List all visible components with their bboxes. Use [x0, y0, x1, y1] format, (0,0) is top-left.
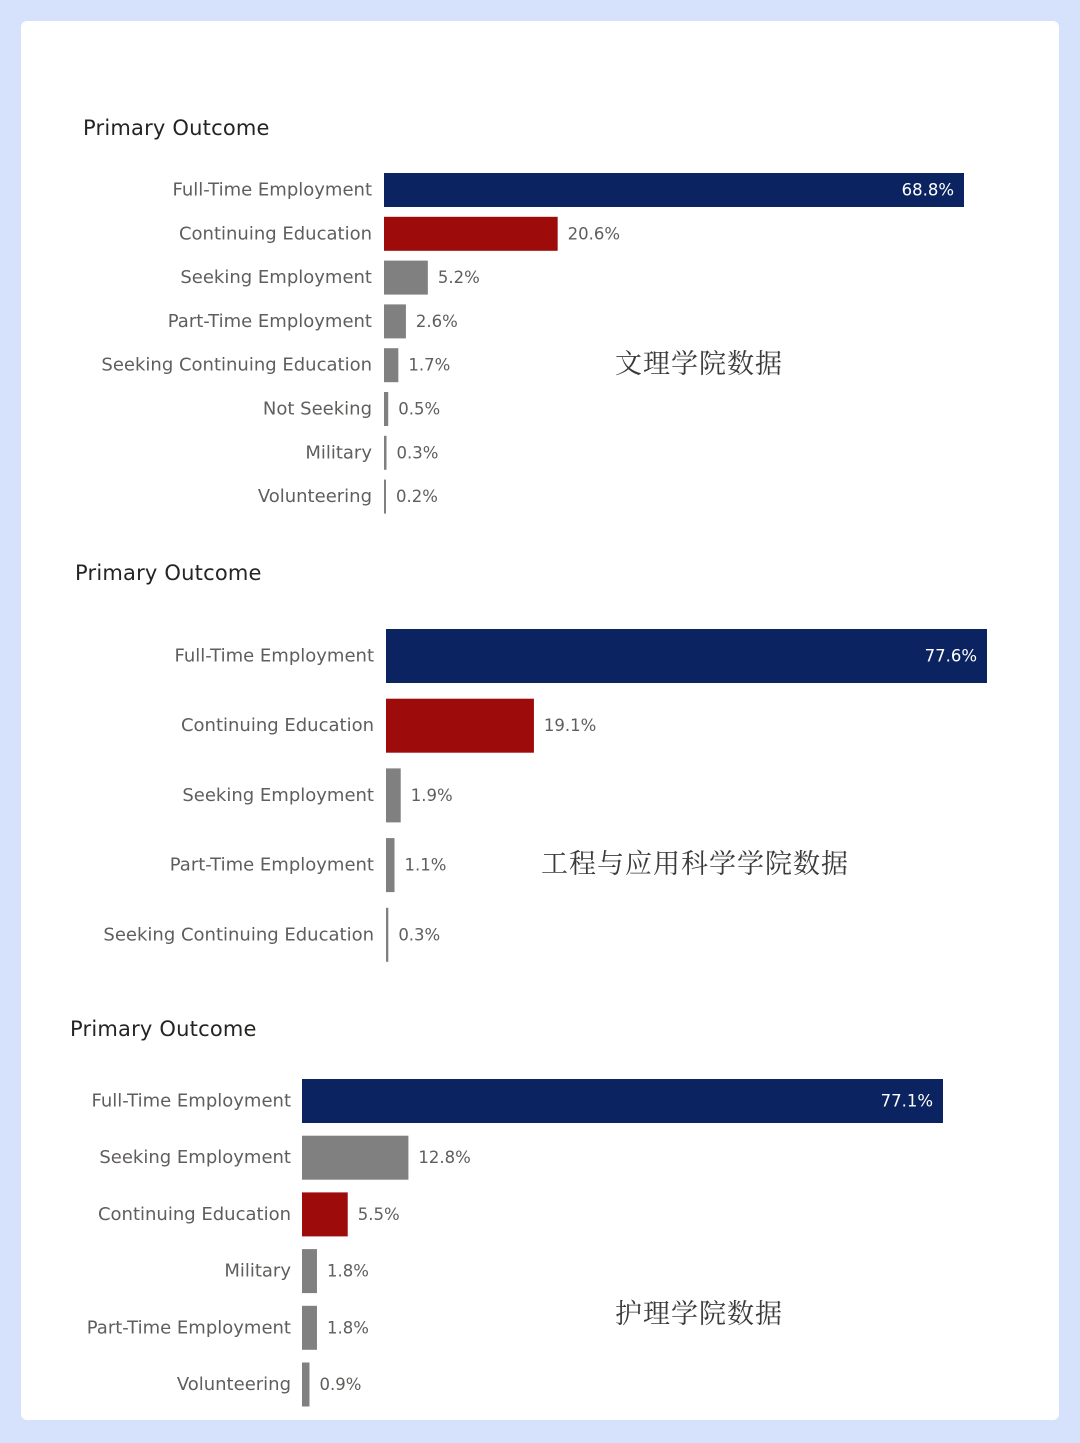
category-label: Part-Time Employment	[167, 310, 372, 332]
bar	[302, 1136, 408, 1180]
value-label: 1.7%	[408, 355, 451, 375]
category-label: Seeking Employment	[182, 784, 374, 806]
chart-title: Primary Outcome	[83, 116, 270, 140]
chart-annotation: 工程与应用科学学院数据	[541, 849, 849, 880]
value-label: 0.3%	[396, 443, 439, 463]
value-label: 19.1%	[543, 716, 597, 736]
category-label: Military	[224, 1260, 291, 1282]
category-label: Military	[305, 442, 372, 464]
value-label: 77.1%	[880, 1091, 933, 1111]
category-label: Part-Time Employment	[169, 854, 374, 876]
value-label: 0.2%	[396, 487, 438, 507]
category-label: Full-Time Employment	[91, 1090, 291, 1112]
category-label: Seeking Employment	[99, 1147, 291, 1169]
bar	[302, 1249, 317, 1293]
value-label: 1.8%	[326, 1318, 369, 1338]
value-label: 2.6%	[415, 311, 458, 331]
bar	[302, 1363, 309, 1407]
category-label: Not Seeking	[262, 398, 372, 420]
bar	[302, 1079, 943, 1123]
chart-annotation: 护理学院数据	[615, 1299, 783, 1330]
value-label: 5.5%	[357, 1204, 400, 1224]
value-label: 77.6%	[924, 646, 977, 666]
category-label: Full-Time Employment	[174, 645, 374, 667]
chart-title: Primary Outcome	[75, 561, 262, 585]
category-label: Seeking Continuing Education	[101, 354, 372, 376]
value-label: 0.5%	[398, 399, 441, 419]
value-label: 0.3%	[398, 925, 441, 945]
category-label: Part-Time Employment	[86, 1317, 291, 1339]
chart-title: Primary Outcome	[70, 1017, 257, 1041]
value-label: 1.9%	[410, 785, 453, 805]
bar	[302, 1192, 348, 1236]
category-label: Continuing Education	[180, 715, 374, 737]
bar	[302, 1306, 317, 1350]
value-label: 1.1%	[404, 855, 447, 875]
category-label: Continuing Education	[97, 1203, 291, 1225]
value-label: 12.8%	[418, 1148, 471, 1168]
value-label: 20.6%	[567, 224, 621, 244]
category-label: Volunteering	[257, 486, 372, 508]
value-label: 5.2%	[437, 268, 480, 288]
category-label: Continuing Education	[178, 223, 372, 245]
category-label: Seeking Employment	[180, 267, 372, 289]
value-label: 68.8%	[901, 180, 954, 200]
chart-annotation: 文理学院数据	[615, 349, 783, 380]
value-label: 0.9%	[319, 1375, 362, 1394]
value-label: 1.8%	[326, 1261, 369, 1281]
category-label: Volunteering	[176, 1374, 291, 1395]
category-label: Full-Time Employment	[172, 179, 372, 201]
category-label: Seeking Continuing Education	[103, 924, 374, 946]
